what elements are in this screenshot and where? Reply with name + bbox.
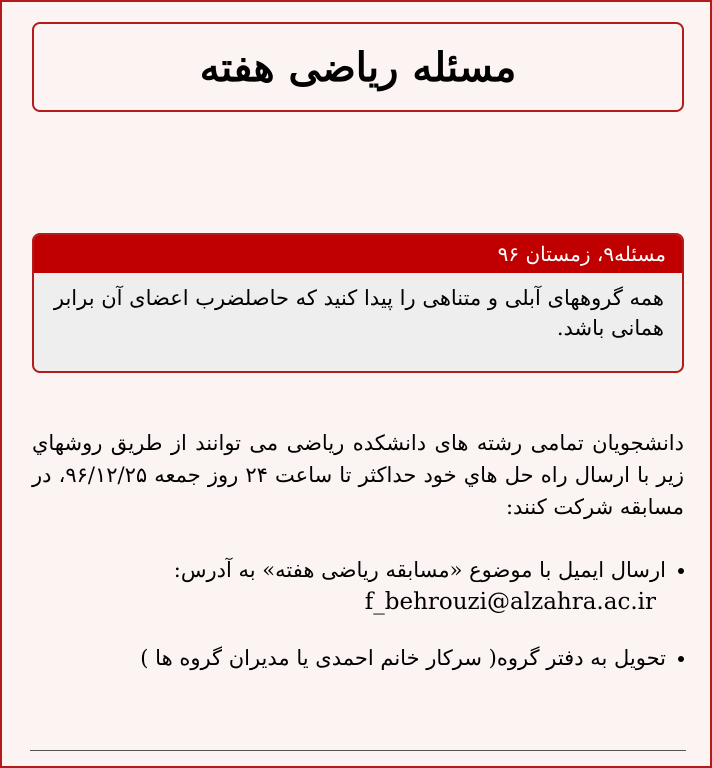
problem-header: مسئله۹، زمستان ۹۶ bbox=[34, 235, 682, 273]
bullet-icon bbox=[678, 656, 684, 662]
office-method-text: تحویل به دفتر گروه( سرکار خانم احمدی یا مدیران گروه ها ) bbox=[140, 646, 666, 670]
submission-methods-list bbox=[32, 554, 684, 674]
email-method-text: ارسال ایمیل با موضوع «مسابقه ریاضی هفته» به آدرس: bbox=[173, 558, 666, 582]
bottom-divider bbox=[30, 750, 686, 751]
problem-box bbox=[32, 233, 684, 373]
title-box bbox=[32, 22, 684, 112]
bullet-icon bbox=[678, 568, 684, 574]
page-title: مسئله ریاضی هفته bbox=[199, 43, 517, 91]
list-item-email bbox=[32, 554, 684, 618]
problem-text: همه گروههای آبلی و متناهی را پیدا کنید که حاصلضرب اعضای آن برابر همانی باشد. bbox=[53, 286, 664, 340]
email-address-link[interactable]: f_behrouzi@alzahra.ac.ir bbox=[364, 589, 656, 615]
list-item-office bbox=[32, 642, 684, 674]
participation-info: دانشجویان تمامی رشته های دانشکده ریاضی می توانند از طریق روشهاي زیر با ارسال راه حل هاي خود حداکثر تا ساعت ۲۴ روز جمعه ۹۶/۱۲/۲۵، در مسابقه شرکت کنند: bbox=[32, 431, 684, 519]
